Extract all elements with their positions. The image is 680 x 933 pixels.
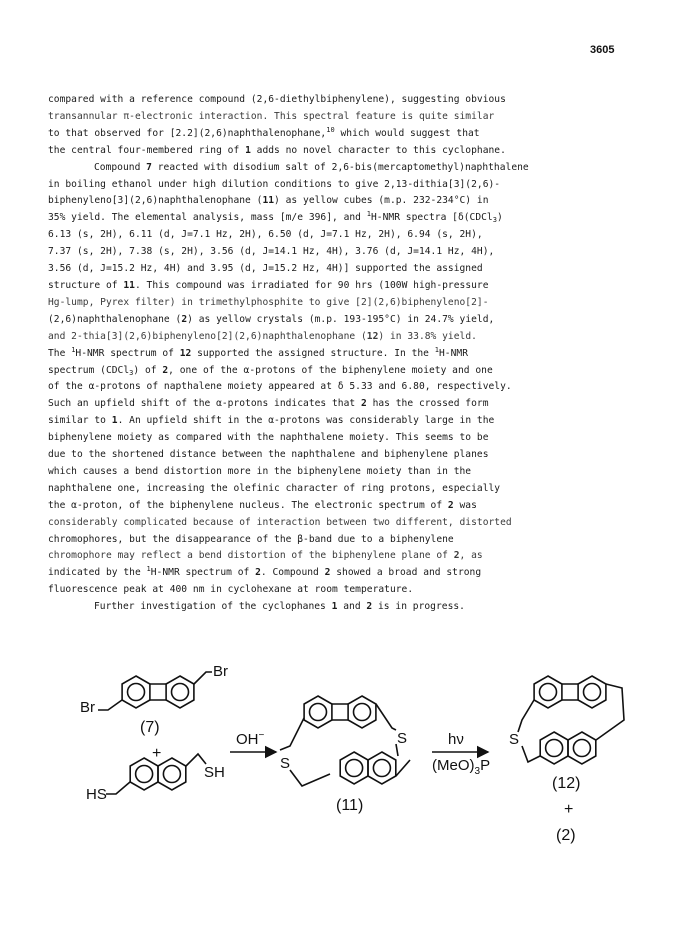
hydroxide-reagent: OH− [236,730,265,748]
article-body [48,92,638,616]
compound-11-structure [280,696,410,814]
text-line: structure of 11. This compound was irradiated for 90 hrs (100W high-pressure [48,279,489,291]
bromine-left-label: Br [80,699,95,716]
text-line: in boiling ethanol under high dilution conditions to give 2,13-dithia[3](2,6)- [48,178,501,190]
compound-7-structure [80,663,228,736]
compound-2-label: (2) [556,827,576,844]
sulfur-12-label: S [509,731,520,748]
phosphite-reagent: $(MeO)_3P$ [432,757,491,777]
text-line: Hg-lump, Pyrex filter) in trimethylphosphite to give [2](2,6)biphenyleno[2]- [48,296,489,308]
text-line: fluorescence peak at 400 nm in cyclohexane at room temperature. [48,584,414,596]
text-line: due to the shortened distance between the naphthalene and biphenylene planes [48,449,489,461]
compound-7-label: (7) [140,719,160,736]
text-line: considerably complicated because of interaction between two different, distorted [48,516,512,528]
text-line: Further investigation of the cyclophanes 1 and 2 is in progress. [94,601,465,613]
thiol-right-label: SH [204,764,225,781]
text-line: naphthalene one, increasing the olefinic character of ring protons, especially [48,482,501,494]
text-line: 35% yield. The elemental analysis, mass [m/e 396], and $^1$H-NMR spectra [δ(CDCl$_3$) [48,210,503,225]
irradiation-reagent: hν [448,731,464,748]
text-line: compared with a reference compound (2,6-diethylbiphenylene), suggesting obvious [48,94,506,105]
text-line: which causes a bend distortion more in the biphenylene moiety than in the [48,465,472,477]
text-line: the central four-membered ring of 1 adds no novel character to this cyclophane. [48,144,506,156]
text-line: (2,6)naphthalenophane (2) as yellow crystals (m.p. 193-195°C) in 24.7% yield, [48,313,495,325]
text-line: The $^1$H-NMR spectrum of 12 supported the assigned structure. In the $^1$H-NMR [48,345,468,359]
text-line: 7.37 (s, 2H), 7.38 (s, 2H), 3.56 (d, J=14.1 Hz, 4H), 3.76 (d, J=14.1 Hz, 4H), [48,246,495,258]
text-line: indicated by the $^1$H-NMR spectrum of 2. Compound 2 showed a broad and strong [48,565,482,579]
plus-sign: + [152,745,162,762]
text-line: chromophores, but the disappearance of the β-band due to a biphenylene [48,533,454,545]
text-line: biphenyleno[3](2,6)naphthalenophane (11) as yellow cubes (m.p. 232-234°C) in [48,195,489,207]
text-line: spectrum (CDCl$_3$) of 2, one of the α-protons of the biphenylene moiety and one [48,364,493,377]
paragraph-3 [48,599,638,616]
bromine-right-label: Br [213,663,228,680]
text-line: of the α-protons of napthalene moiety appeared at δ 5.33 and 6.80, respectively. [48,381,512,393]
sulfur-lower-label: S [280,755,291,772]
compound-12-structure [509,676,624,792]
thiol-left-label: HS [86,786,107,803]
text-line: the α-proton, of the biphenylene nucleus. The electronic spectrum of 2 was [48,499,477,511]
paragraph-2 [48,160,638,600]
text-line: chromophore may reflect a bend distortion of the biphenylene plane of 2, as [48,550,483,562]
text-line: Such an upfield shift of the α-protons indicates that 2 has the crossed form [48,398,489,410]
compound-11-label: (11) [336,797,364,814]
text-line: similar to 1. An upfield shift in the α-protons was considerably large in the [48,415,495,427]
text-line: to that observed for [2.2](2,6)naphthalenophane,$^{10}$ which would suggest that [48,125,480,139]
reaction-scheme [40,648,640,918]
sulfur-upper-label: S [397,730,408,747]
text-line: biphenylene moiety as compared with the naphthalene moiety. This seems to be [48,432,489,444]
text-line: 3.56 (d, J=15.2 Hz, 4H) and 3.95 (d, J=15.2 Hz, 4H)] supported the assigned [48,263,483,275]
text-line: transannular π-electronic interaction. This spectral feature is quite similar [48,110,495,122]
compound-12-label: (12) [552,775,581,792]
paragraph-1 [48,92,638,160]
text-line: and 2-thia[3](2,6)biphenyleno[2](2,6)naphthalenophane (12) in 33.8% yield. [48,330,477,342]
page-number: 3605 [590,44,615,56]
text-line: Compound 7 reacted with disodium salt of 2,6-bis(mercaptomethyl)naphthalene [94,161,529,173]
plus-sign: + [564,801,574,818]
text-line: 6.13 (s, 2H), 6.11 (d, J=7.1 Hz, 2H), 6.50 (d, J=7.1 Hz, 2H), 6.94 (s, 2H), [48,229,483,241]
